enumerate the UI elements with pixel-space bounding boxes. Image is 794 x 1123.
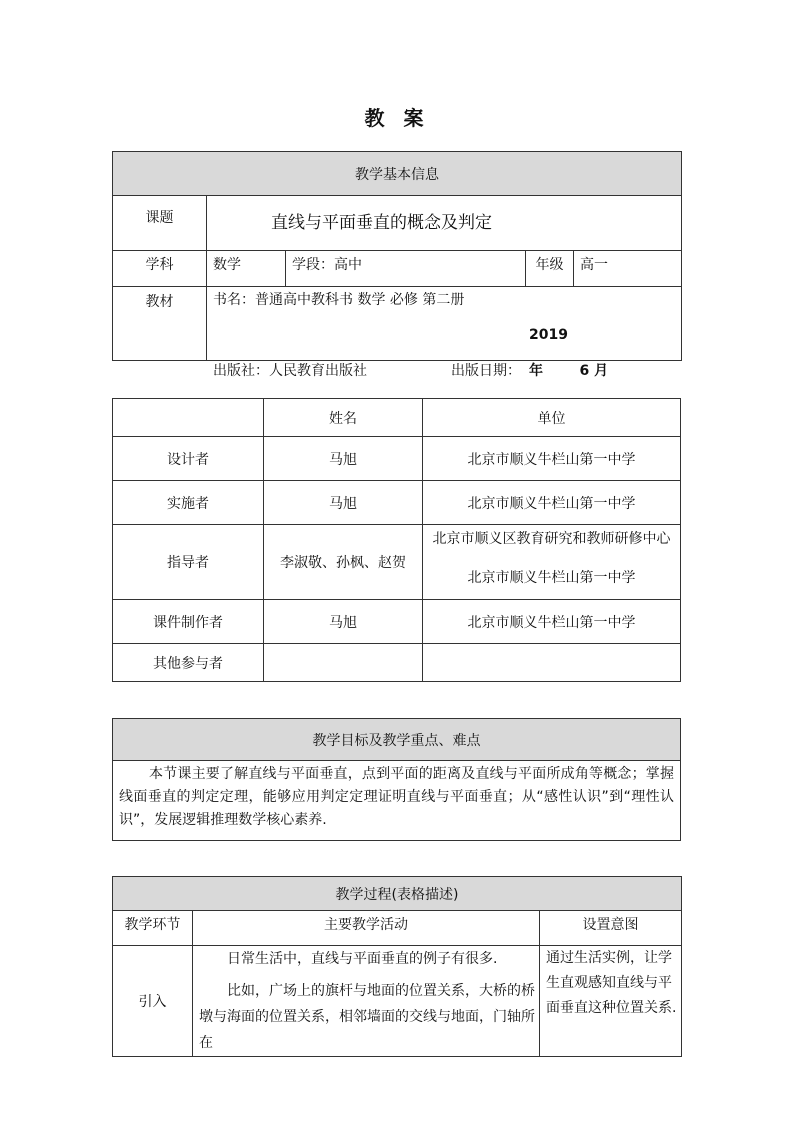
unit-cell: 北京市顺义牛栏山第一中学 (423, 600, 681, 644)
document-title: 教 案 (364, 106, 430, 130)
subject-value: 数学 (207, 251, 286, 287)
name-cell: 马旭 (264, 481, 423, 525)
pub-year: 2019年 (529, 327, 568, 379)
pub-month: 6 月 (579, 363, 609, 379)
goals-text: 本节课主要了解直线与平面垂直，点到平面的距离及直线与平面所成角等概念；掌握线面垂直的判定定理，能够应用判定定理证明直线与平面垂直；从“感性认识”到“理性认识”，发展逻辑推理数学核心素养. (113, 761, 681, 841)
goals-header: 教学目标及教学重点、难点 (113, 719, 681, 761)
col-stage-header: 教学环节 (113, 911, 193, 946)
table-row (113, 437, 681, 481)
basic-info-header: 教学基本信息 (113, 152, 682, 196)
col-purpose-header: 设置意图 (540, 911, 682, 946)
purpose-cell: 通过生活实例，让学生直观感知直线与平面垂直这种位置关系. (540, 946, 682, 1057)
activity-paragraph: 比如，广场上的旗杆与地面的位置关系，大桥的桥墩与海面的位置关系，相邻墙面的交线与地面，门轴所在 (199, 983, 535, 1051)
unit-cell (423, 525, 681, 600)
grade-label: 年级 (526, 251, 574, 287)
publisher-line (207, 317, 681, 379)
table-row (113, 525, 681, 600)
pub-date-label: 出版日期： (451, 363, 521, 379)
unit-line-1: 北京市顺义区教育研究和教师研修中心 (432, 531, 671, 547)
name-cell (264, 644, 423, 682)
table-row (113, 946, 682, 1057)
people-header-blank (113, 399, 264, 437)
grade-value: 高一 (574, 251, 682, 287)
unit-cell: 北京市顺义牛栏山第一中学 (423, 437, 681, 481)
table-row (113, 481, 681, 525)
name-cell: 李淑敬、孙枫、赵贺 (264, 525, 423, 600)
goals-table (112, 718, 681, 841)
topic-label: 课题 (113, 196, 207, 251)
name-cell: 马旭 (264, 600, 423, 644)
publisher: 出版社：人民教育出版社 (213, 363, 367, 379)
table-row (113, 600, 681, 644)
process-header: 教学过程(表格描述) (113, 877, 682, 911)
role-cell: 实施者 (113, 481, 264, 525)
topic-value: 直线与平面垂直的概念及判定 (207, 196, 682, 251)
role-cell: 设计者 (113, 437, 264, 481)
col-activity-header: 主要教学活动 (193, 911, 540, 946)
activity-cell (193, 946, 540, 1057)
role-cell: 其他参与者 (113, 644, 264, 682)
stage-value: 学段：高中 (286, 251, 526, 287)
process-table (112, 876, 682, 1057)
col-unit-header: 单位 (423, 399, 681, 437)
textbook-info (207, 287, 682, 379)
role-cell: 课件制作者 (113, 600, 264, 644)
table-row (113, 644, 681, 682)
unit-line-2: 北京市顺义牛栏山第一中学 (467, 570, 636, 586)
stage-cell: 引入 (113, 946, 193, 1057)
textbook-label: 教材 (113, 287, 207, 361)
role-cell: 指导者 (113, 525, 264, 600)
people-table (112, 398, 681, 682)
unit-cell (423, 644, 681, 682)
activity-paragraph: 日常生活中，直线与平面垂直的例子有很多. (227, 951, 498, 967)
name-cell: 马旭 (264, 437, 423, 481)
subject-label: 学科 (113, 251, 207, 287)
col-name-header: 姓名 (264, 399, 423, 437)
basic-info-table (112, 151, 682, 379)
unit-cell: 北京市顺义牛栏山第一中学 (423, 481, 681, 525)
book-line: 书名：普通高中教科书 数学 必修 第二册 (213, 292, 465, 308)
